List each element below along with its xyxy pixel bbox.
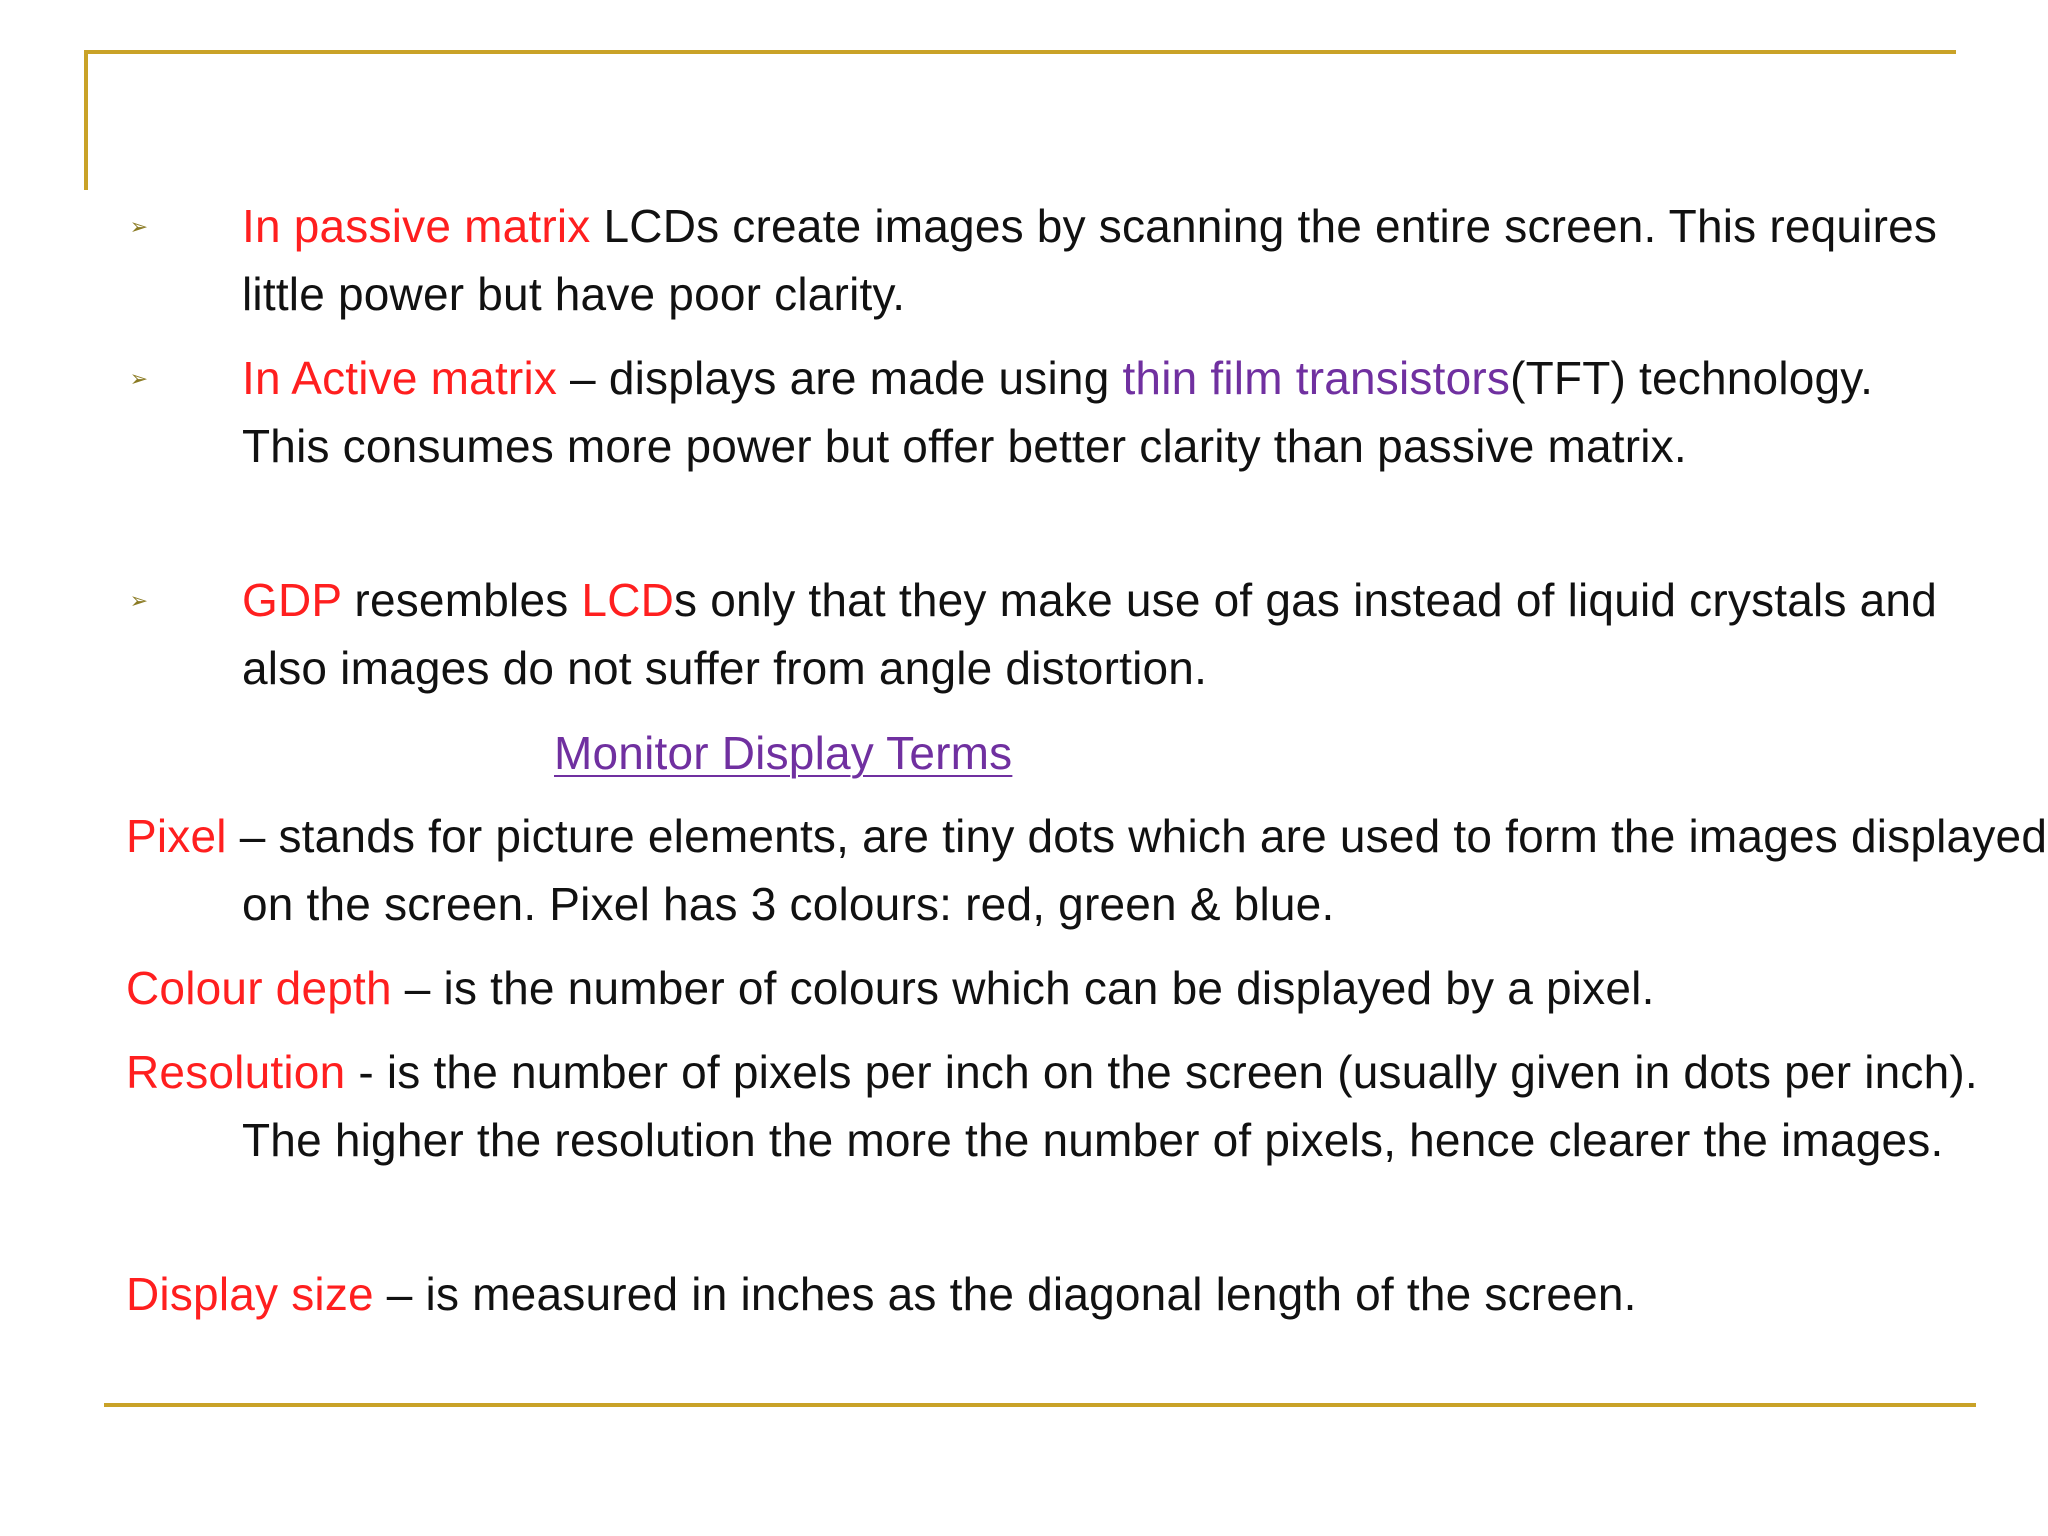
- arrowhead-bullet-icon: ➢: [129, 588, 149, 613]
- active-matrix-description-end: (TFT) technology. This consumes more power but offer better clarity than passive matrix.: [242, 352, 1874, 472]
- active-matrix-description-start: – displays are made using: [557, 352, 1123, 404]
- resolution-description: - is the number of pixels per inch on the screen (usually given in dots per inch). The higher the resolution the more the number of pixels, hence clearer the images.: [242, 1046, 1978, 1166]
- definition-colour-depth: [126, 954, 2048, 1022]
- term-gdp: GDP: [242, 574, 342, 626]
- arrowhead-bullet-icon: ➢: [129, 214, 149, 239]
- term-pixel: Pixel: [126, 810, 227, 862]
- term-active-matrix: In Active matrix: [242, 352, 558, 404]
- bullet-gdp: [242, 566, 1942, 702]
- term-lcd: LCD: [581, 574, 675, 626]
- pixel-description: – stands for picture elements, are tiny dots which are used to form the images displayed on the screen. Pixel has 3 colours: red, green & blue.: [226, 810, 2048, 930]
- gdp-description-start: resembles: [341, 574, 582, 626]
- definition-display-size: [126, 1260, 2048, 1328]
- display-size-description: – is measured in inches as the diagonal length of the screen.: [373, 1268, 1637, 1320]
- term-display-size: Display size: [126, 1268, 374, 1320]
- term-colour-depth: Colour depth: [126, 962, 392, 1014]
- term-passive-matrix: In passive matrix: [242, 200, 591, 252]
- colour-depth-description: – is the number of colours which can be displayed by a pixel.: [391, 962, 1655, 1014]
- arrowhead-bullet-icon: ➢: [129, 366, 149, 391]
- definition-resolution: [126, 1038, 2048, 1174]
- monitor-display-terms-heading[interactable]: Monitor Display Terms: [554, 727, 1013, 779]
- passive-matrix-description: LCDs create images by scanning the entire screen. This requires little power but have poor clarity.: [242, 200, 1938, 320]
- definition-pixel: [126, 802, 2048, 938]
- bullet-active-matrix: [242, 344, 1942, 480]
- thin-film-transistors-link[interactable]: thin film transistors: [1122, 352, 1511, 404]
- term-resolution: Resolution: [126, 1046, 346, 1098]
- gdp-description-end: s only that they make use of gas instead of liquid crystals and also images do not suffer from angle distortion.: [242, 574, 1937, 694]
- bullet-passive-matrix: [242, 192, 1942, 328]
